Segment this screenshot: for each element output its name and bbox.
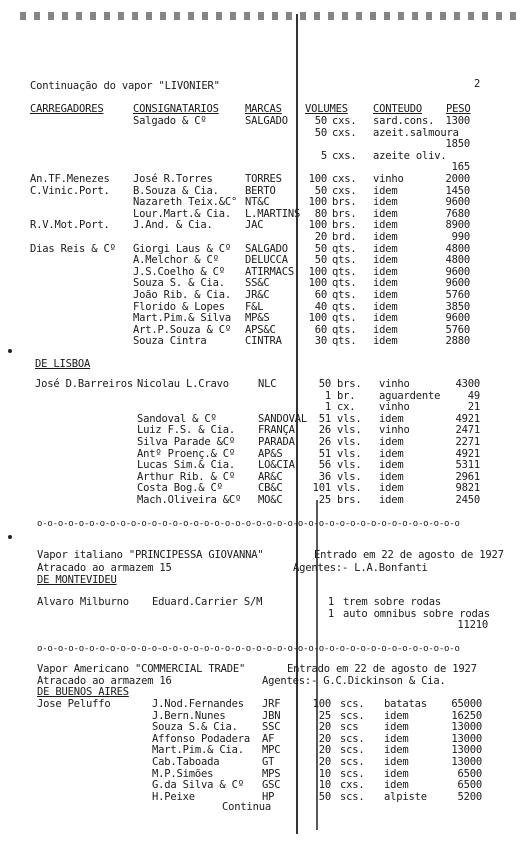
cell-mark: ATIRMACS — [245, 265, 294, 278]
cell-mark: F&L — [245, 300, 264, 313]
cell-qty: 80 — [314, 207, 327, 220]
cell-consignee: Souza S.& Cia. — [152, 721, 238, 734]
commercial-agents: Agentes:- G.C.Dickinson & Cia. — [262, 675, 446, 687]
cell-qty: 1 — [324, 401, 331, 414]
cell-unit: brd. — [332, 231, 357, 243]
cell-consignee: A.Melchor & Cº — [133, 254, 219, 267]
cell-consignee: Eduard.Carrier S/M — [152, 596, 263, 608]
cell-content: vinho — [379, 401, 410, 414]
cell-qty: 50 — [318, 790, 331, 803]
cell-unit: vls. — [337, 459, 362, 472]
cell-mark: SSC — [262, 721, 281, 734]
cell-content: vinho — [379, 424, 410, 437]
cell-mark: DELUCCA — [245, 254, 288, 267]
cell-content: idem — [373, 196, 398, 209]
cell-content: idem — [373, 335, 398, 348]
cell-consignee: Mart.Pim.& Cia. — [152, 744, 244, 757]
cell-content: idem — [379, 459, 404, 472]
cell-mark: CINTRA — [245, 335, 282, 348]
cell-qty: 50 — [314, 126, 327, 139]
cell-shipper: Dias Reis & Cº — [30, 242, 116, 255]
cell-mark: MPS — [262, 767, 281, 780]
cell-unit: scs. — [340, 756, 365, 768]
cell-qty: 100 — [308, 196, 327, 209]
cell-qty: 60 — [314, 323, 327, 336]
cell-qty: 100 — [308, 265, 327, 278]
continua-footer: Continua — [222, 801, 271, 813]
cell-shipper: R.V.Mot.Port. — [30, 219, 110, 232]
cell-weight: 2961 — [455, 470, 480, 483]
cell-unit: scs. — [340, 709, 365, 722]
cell-shipper: Alvaro Milburno — [37, 596, 129, 608]
cell-mark: AP&S — [258, 447, 283, 460]
cell-consignee: J.And. & Cia. — [133, 219, 213, 232]
cell-content: idem — [384, 744, 409, 757]
cell-consignee: H.Peixe — [152, 790, 195, 803]
cell-qty: 26 — [318, 436, 331, 448]
cell-shipper: An.TF.Menezes — [30, 173, 110, 185]
cell-qty: 20 — [318, 756, 331, 768]
cell-unit: qts. — [332, 242, 357, 255]
cell-weight: 5760 — [445, 289, 470, 301]
col-header-marcas: MARCAS — [245, 103, 282, 115]
cell-unit: scs. — [340, 767, 365, 780]
cell-content: aguardente — [379, 389, 441, 402]
punch-hole-2 — [8, 535, 12, 539]
document-title: Continuação do vapor "LIVONIER" — [30, 80, 220, 92]
cell-weight: 4800 — [445, 242, 470, 255]
cell-unit: qts. — [332, 254, 357, 267]
cell-mark: BERTO — [245, 184, 276, 197]
cell-weight: 7680 — [445, 207, 470, 220]
cell-consignee: Cab.Taboada — [152, 756, 220, 768]
cell-weight: 9600 — [445, 277, 470, 290]
cell-weight: 4800 — [445, 254, 470, 267]
cell-content: trem sobre rodas — [343, 596, 441, 608]
cell-mark: HP — [262, 790, 275, 803]
cell-qty: 51 — [318, 412, 331, 425]
cell-consignee: Nazareth Teix.&C° — [133, 196, 238, 209]
cell-weight: 9600 — [445, 312, 470, 325]
cell-content: alpiste — [384, 790, 427, 803]
cell-unit: qts. — [332, 277, 357, 290]
col-header-conteudo: CONTEUDO — [373, 103, 422, 115]
cell-unit: brs. — [332, 219, 357, 232]
cell-content: idem — [384, 721, 409, 734]
cell-unit: cxs. — [332, 149, 357, 162]
cell-weight: 6500 — [457, 779, 482, 792]
cell-qty: 101 — [312, 482, 331, 495]
cell-consignee: Lour.Mart.& Cia. — [133, 207, 231, 220]
cell-qty: 51 — [318, 447, 331, 460]
cell-unit: vls. — [337, 482, 362, 495]
cell-consignee: Costa Bog.& Cº — [137, 482, 223, 495]
cell-mark: FRANÇA — [258, 424, 295, 437]
cell-content: idem — [373, 219, 398, 232]
cell-weight: 165 — [451, 161, 470, 174]
cell-unit: qts. — [332, 300, 357, 313]
cell-weight: 4921 — [455, 412, 480, 425]
cell-weight: 1450 — [445, 184, 470, 197]
cell-unit: brs. — [337, 494, 362, 506]
cell-qty: 50 — [314, 184, 327, 197]
cell-unit: vls. — [337, 436, 362, 448]
cell-content: idem — [379, 494, 404, 506]
cell-consignee: Sandoval & Cº — [137, 412, 217, 425]
cell-content: idem — [373, 207, 398, 220]
cell-consignee: Silva Parade &Cº — [137, 436, 235, 448]
cell-shipper: Jose Peluffo — [37, 698, 111, 710]
cell-mark: AF — [262, 732, 275, 745]
cell-consignee: B.Souza & Cia. — [133, 184, 219, 197]
cell-content: idem — [373, 277, 398, 290]
cell-mark: PARADA — [258, 436, 295, 448]
cell-consignee: Souza S. & Cia. — [133, 277, 225, 290]
cell-mark: JRF — [262, 698, 281, 710]
section-heading-montevideu: DE MONTEVIDEU — [37, 574, 117, 586]
cell-content: idem — [373, 242, 398, 255]
cell-consignee: Salgado & Cº — [133, 115, 207, 127]
commercial-vessel: Vapor Americano "COMMERCIAL TRADE" — [37, 663, 246, 675]
cell-weight: 9600 — [445, 196, 470, 209]
cell-weight: 8900 — [445, 219, 470, 232]
cell-qty: 50 — [314, 115, 327, 127]
cell-consignee: Affonso Podadera — [152, 732, 250, 745]
cell-content: idem — [373, 323, 398, 336]
cell-mark: JBN — [262, 709, 281, 722]
cell-unit: vls. — [337, 447, 362, 460]
cell-mark: MPC — [262, 744, 281, 757]
cell-consignee: Souza Cintra — [133, 335, 207, 348]
cell-unit: cxs. — [332, 115, 357, 127]
cell-mark: LO&CIA — [258, 459, 295, 472]
cell-consignee: Mach.Oliveira &Cº — [137, 494, 242, 506]
cell-qty: 1 — [327, 607, 334, 620]
cell-qty: 56 — [318, 459, 331, 472]
cell-content: auto omnibus sobre rodas — [343, 607, 490, 620]
cell-qty: 26 — [318, 424, 331, 437]
cell-weight: 4300 — [455, 378, 480, 390]
cell-consignee: Giorgi Laus & Cº — [133, 242, 231, 255]
cell-weight: 2271 — [455, 436, 480, 448]
cell-content: azeite oliv. — [373, 149, 447, 162]
cell-mark: SANDOVAL — [258, 412, 307, 425]
cell-consignee: Mart.Pim.& Silva — [133, 312, 231, 325]
cell-consignee: G.da Silva & Cº — [152, 779, 244, 792]
principessa-vessel: Vapor italiano "PRINCIPESSA GIOVANNA" — [37, 549, 264, 561]
cell-mark: AR&C — [258, 470, 283, 483]
cell-unit: cx. — [337, 401, 356, 414]
cell-unit: scs. — [340, 698, 365, 710]
cell-unit: cxs. — [332, 126, 357, 139]
cell-mark: SALGADO — [245, 115, 288, 127]
cell-content: idem — [373, 289, 398, 301]
cell-mark: NT&C — [245, 196, 270, 209]
cell-weight: 9600 — [445, 265, 470, 278]
punch-hole-1 — [8, 349, 12, 353]
cell-consignee: J.Bern.Nunes — [152, 709, 226, 722]
cell-unit: cxs. — [332, 184, 357, 197]
cell-mark: JAC — [245, 219, 264, 232]
cell-weight: 21 — [467, 401, 480, 414]
cell-content: idem — [379, 470, 404, 483]
commercial-berth: Atracado ao armazem 16 — [37, 675, 172, 687]
cell-qty: 10 — [318, 767, 331, 780]
cell-unit: cxs. — [332, 173, 357, 185]
cell-qty: 5 — [320, 149, 327, 162]
cell-content: idem — [373, 312, 398, 325]
scan-edge-marks — [20, 12, 520, 20]
separator-2: o-o-o-o-o-o-o-o-o-o-o-o-o-o-o-o-o-o-o-o-o-o-o-o-o-o-o-o-o-o-o-o-o-o-o-o-o-o-o-o-o — [37, 644, 460, 654]
cell-unit: scs. — [340, 744, 365, 757]
cell-unit: qts. — [332, 265, 357, 278]
cell-shipper: José D.Barreiros — [35, 378, 133, 390]
cell-mark: MP&S — [245, 312, 270, 325]
cell-content: batatas — [384, 698, 427, 710]
cell-weight: 5760 — [445, 323, 470, 336]
cell-consignee: José R.Torres — [133, 173, 213, 185]
cell-qty: 60 — [314, 289, 327, 301]
cell-mark: GSC — [262, 779, 281, 792]
cell-weight: 65000 — [451, 698, 482, 710]
cell-qty: 1 — [327, 596, 334, 608]
cell-content: idem — [379, 436, 404, 448]
cell-weight: 9821 — [455, 482, 480, 495]
cell-consignee: Lucas Sim.& Cia. — [137, 459, 235, 472]
cell-qty: 100 — [308, 173, 327, 185]
cell-mark: APS&C — [245, 323, 276, 336]
col-header-carregadores: CARREGADORES — [30, 103, 104, 115]
cell-shipper: C.Vinic.Port. — [30, 184, 110, 197]
cell-content: idem — [384, 779, 409, 792]
principessa-agents: Agentes:- L.A.Bonfanti — [293, 562, 428, 574]
cell-consignee: J.S.Coelho & Cº — [133, 265, 225, 278]
cell-weight: 49 — [467, 389, 480, 402]
cell-weight: 13000 — [451, 732, 482, 745]
cell-qty: 100 — [308, 277, 327, 290]
cell-qty: 30 — [314, 335, 327, 348]
cell-unit: vls. — [337, 412, 362, 425]
cell-unit: brs. — [332, 207, 357, 220]
cell-mark: NLC — [258, 378, 277, 390]
cell-qty: 20 — [318, 744, 331, 757]
cell-unit: vls. — [337, 424, 362, 437]
cell-consignee: Nicolau L.Cravo — [137, 378, 229, 390]
cell-content: vinho — [373, 173, 404, 185]
cell-qty: 20 — [318, 721, 331, 734]
cell-consignee: Luiz F.S. & Cia. — [137, 424, 235, 437]
cell-content: idem — [373, 300, 398, 313]
section-heading-lisboa: DE LISBOA — [35, 358, 91, 370]
section-heading-buenos-aires: DE BUENOS AIRES — [37, 686, 129, 698]
cell-weight: 1850 — [445, 138, 470, 151]
cell-qty: 50 — [314, 242, 327, 255]
cell-qty: 100 — [308, 312, 327, 325]
cell-content: idem — [379, 447, 404, 460]
cell-qty: 40 — [314, 300, 327, 313]
cell-qty: 50 — [314, 254, 327, 267]
principessa-berth: Atracado ao armazem 15 — [37, 562, 172, 574]
col-header-peso: PESO — [446, 103, 471, 115]
cell-content: idem — [373, 265, 398, 278]
cell-content: vinho — [379, 378, 410, 390]
cell-mark: L.MARTINS — [245, 207, 301, 220]
cell-consignee: M.P.Simões — [152, 767, 214, 780]
commercial-entry: Entrado em 22 de agosto de 1927 — [287, 663, 477, 675]
cell-content: idem — [373, 184, 398, 197]
cell-consignee: Arthur Rib. & Cº — [137, 470, 235, 483]
cell-mark: GT — [262, 756, 275, 768]
cell-content: idem — [373, 254, 398, 267]
cell-content: idem — [379, 412, 404, 425]
cell-mark: CB&C — [258, 482, 283, 495]
cell-unit: cxs. — [340, 779, 365, 792]
cell-qty: 100 — [308, 219, 327, 232]
cell-unit: scs. — [340, 790, 365, 803]
cell-unit: brs. — [332, 196, 357, 209]
cell-weight: 13000 — [451, 756, 482, 768]
cell-weight: 2000 — [445, 173, 470, 185]
cell-weight: 13000 — [451, 721, 482, 734]
cell-consignee: Antº Proenç.& Cº — [137, 447, 235, 460]
cell-weight: 2880 — [445, 335, 470, 348]
cell-weight: 13000 — [451, 744, 482, 757]
cell-qty: 50 — [318, 378, 331, 390]
cell-unit: qts. — [332, 312, 357, 325]
cell-weight: 5311 — [455, 459, 480, 472]
cell-weight: 16250 — [451, 709, 482, 722]
cell-unit: scs — [340, 721, 359, 734]
cell-qty: 20 — [314, 231, 327, 243]
cell-unit: vls. — [337, 470, 362, 483]
cell-unit: scs. — [340, 732, 365, 745]
cell-weight: 6500 — [457, 767, 482, 780]
cell-weight: 990 — [451, 231, 470, 243]
cell-unit: qts. — [332, 335, 357, 348]
col-header-consignatarios: CONSIGNATARIOS — [133, 103, 219, 115]
cell-weight: 2471 — [455, 424, 480, 437]
cell-qty: 25 — [318, 709, 331, 722]
cell-qty: 20 — [318, 732, 331, 745]
cell-unit: br. — [337, 389, 356, 402]
cell-mark: MO&C — [258, 494, 283, 506]
cell-mark: JR&C — [245, 289, 270, 301]
cell-weight: 3850 — [445, 300, 470, 313]
cell-content: idem — [384, 756, 409, 768]
separator-1: o-o-o-o-o-o-o-o-o-o-o-o-o-o-o-o-o-o-o-o-o-o-o-o-o-o-o-o-o-o-o-o-o-o-o-o-o-o-o-o-o — [37, 519, 460, 529]
cell-content: idem — [384, 709, 409, 722]
cell-weight: 4921 — [455, 447, 480, 460]
cell-content: azeit.salmoura — [373, 126, 459, 139]
cell-consignee: Art.P.Souza & Cº — [133, 323, 231, 336]
cell-qty: 25 — [318, 494, 331, 506]
cell-qty: 100 — [312, 698, 331, 710]
cell-weight: 11210 — [457, 619, 488, 632]
cell-weight: 2450 — [455, 494, 480, 506]
cell-weight: 5200 — [457, 790, 482, 803]
cell-content: idem — [379, 482, 404, 495]
cell-content: idem — [373, 231, 398, 243]
cell-mark: SS&C — [245, 277, 270, 290]
cell-qty: 1 — [324, 389, 331, 402]
cell-mark: TORRES — [245, 173, 282, 185]
col-header-volumes: VOLUMES — [305, 103, 348, 115]
cell-qty: 10 — [318, 779, 331, 792]
cell-consignee: Florido & Lopes — [133, 300, 225, 313]
cell-consignee: J.Nod.Fernandes — [152, 698, 244, 710]
cell-consignee: João Rib. & Cia. — [133, 289, 231, 301]
cell-mark: SALGADO — [245, 242, 288, 255]
cell-unit: qts. — [332, 323, 357, 336]
cell-weight: 1300 — [445, 115, 470, 127]
cell-content: sard.cons. — [373, 115, 435, 127]
cell-content: idem — [384, 732, 409, 745]
cell-unit: qts. — [332, 289, 357, 301]
principessa-entry: Entrado em 22 de agosto de 1927 — [314, 549, 504, 561]
cell-content: idem — [384, 767, 409, 780]
cell-qty: 36 — [318, 470, 331, 483]
cell-unit: brs. — [337, 378, 362, 390]
page-number: 2 — [474, 78, 481, 90]
